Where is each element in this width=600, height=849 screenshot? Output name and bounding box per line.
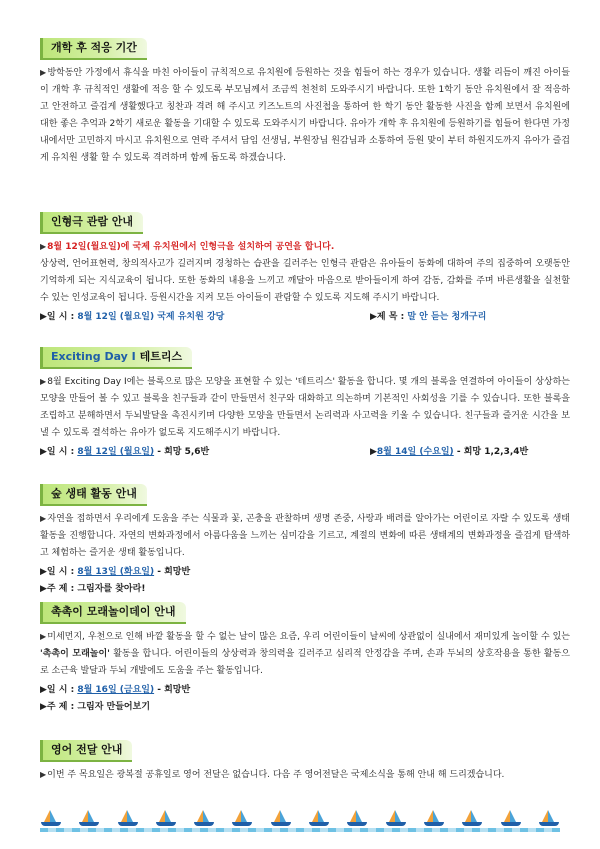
section-heading: 개학 후 적응 기간 bbox=[40, 38, 147, 60]
heading-title: 테트리스 bbox=[139, 350, 183, 363]
sailboat-icon bbox=[308, 810, 330, 828]
info-rest: - 희망반 bbox=[154, 685, 191, 695]
section-text bbox=[40, 64, 570, 167]
info-value: 8월 16일 (금요일) bbox=[77, 685, 155, 695]
info-label: ▶일 시 : bbox=[40, 447, 75, 457]
section-heading: 촉촉이 모래놀이데이 안내 bbox=[40, 602, 186, 624]
info-rest: 그림자 만들어보기 bbox=[77, 702, 151, 712]
info-label: ▶주 제 : bbox=[40, 702, 75, 712]
info-rest: - 희망 1,2,3,4반 bbox=[453, 447, 529, 457]
section-exciting-day bbox=[40, 345, 570, 461]
info-item bbox=[40, 309, 224, 326]
info-value: 8월 12일 (월요일) bbox=[77, 447, 155, 457]
bullet-icon: ▶ bbox=[40, 514, 47, 523]
sailboat-icon bbox=[500, 810, 522, 828]
info-item bbox=[40, 444, 209, 461]
info-value: 8월 12일 (월요일) 국제 유치원 강당 bbox=[77, 312, 225, 322]
section-text bbox=[40, 628, 570, 680]
section-heading bbox=[40, 347, 192, 369]
paragraph-start: 미세먼지, 우천으로 인해 바깥 활동을 할 수 없는 날이 많은 요즘, 우리 어린이들이 날씨에 상관없이 실내에서 재미있게 놀이할 수 있는 bbox=[47, 632, 570, 642]
info-item bbox=[40, 699, 570, 716]
info-value: 8월 14일 (수요일) bbox=[376, 447, 454, 457]
paragraph: 방학동안 가정에서 휴식을 마친 아이들이 규칙적으로 유치원에 등원하는 것을 힘들어 하는 경우가 있습니다. 생활 리듬이 깨진 아이들이 개학 후 규칙적인 생활에 적응 할 수 있도록 부모님께서 조금씩 천천히 도와주시기 바랍니다. 또한 1학기 동안 유치원에서 잘 적응하고 안전하고 즐겁게 생활했다고 칭찬과 격려 해 주시고 키즈노트의 사진첩을 통하여 한 학기 동안 활동한 사진을 함께 보면서 유치원에 대한 좋은 추억과 2학기 새로운 활동을 기대할 수 있도록 도와주시기 바랍니다. 유아가 개학 후 유치원에 등원하기를 힘들어 한다면 가정내에서만 고민하지 마시고 유치원으로 연락 주셔서 담임 선생님, 부원장님 원감님과 소통하여 등원 맞이 부터 하원지도까지 유아가 즐겁게 유치원 생활 할 수 있도록 격려하며 함께 돕도록 하겠습니다. bbox=[40, 68, 570, 163]
paragraph: 8월 Exciting Day Ⅰ에는 블록으로 많은 모양을 표현할 수 있는 '테트리스' 활동을 합니다. 몇 개의 블록을 연결하여 아이들이 상상하는 모양을 만들어 볼 수 있고 블록을 친구들과 같이 만들면서 친구와 대화하고 의논하며 기본적인 사회성을 기를 수 있습니다. 또한 블록을 조립하고 분해하면서 두뇌발달을 촉진시키며 다양한 모양을 만들면서 논리력과 사고력을 키울 수 있습니다. 친구들과 즐거운 시간을 보낼 수 있도록 결석하는 유아가 없도록 지도해주시기 바랍니다. bbox=[40, 377, 571, 438]
section-forest-ecology bbox=[40, 482, 570, 598]
sailboat-border bbox=[40, 810, 560, 830]
info-item bbox=[40, 682, 570, 699]
info-item bbox=[370, 444, 528, 461]
paragraph: 상상력, 언어표현력, 창의적사고가 길러지며 경청하는 습관을 길러주는 인형극 관람은 유아들이 동화에 대하여 주의 집중하여 오랫동안 기억하게 되는 지식교육이 됩니다. 또한 동화의 내용을 느끼고 깨달아 마음으로 받아들이게 하여 감동, 감화를 주며 바른생활을 실천할 수 있는 인성교육이 됩니다. 등원시간을 지켜 모든 아이들이 관람할 수 있도록 지도해 주시기 바랍니다. bbox=[40, 259, 570, 303]
bullet-icon: ▶ bbox=[40, 632, 47, 641]
wave-divider bbox=[40, 828, 560, 832]
sailboat-icon bbox=[385, 810, 407, 828]
section-puppet-show bbox=[40, 210, 570, 326]
sailboat-icon bbox=[270, 810, 292, 828]
sailboat-icon bbox=[346, 810, 368, 828]
highlight-text: 8월 12일(월요일)에 국제 유치원에서 인형극을 설치하여 공연을 합니다. bbox=[47, 242, 335, 252]
section-text bbox=[40, 373, 570, 442]
bold-phrase: '촉촉이 모래놀이' bbox=[40, 649, 110, 659]
section-sand-play bbox=[40, 600, 570, 716]
info-rest: 그림자를 찾아라! bbox=[77, 584, 146, 594]
bullet-icon: ▶ bbox=[40, 377, 47, 386]
sailboat-icon bbox=[423, 810, 445, 828]
bullet-icon: ▶ bbox=[40, 770, 47, 779]
section-text bbox=[40, 238, 570, 307]
section-english bbox=[40, 738, 570, 784]
info-value: 8월 13일 (화요일) bbox=[77, 567, 155, 577]
info-label: ▶일 시 : bbox=[40, 685, 75, 695]
info-item bbox=[370, 309, 486, 326]
paragraph: 이번 주 목요일은 광복절 공휴일로 영어 전달은 없습니다. 다음 주 영어전달은 국제소식을 통해 안내 해 드리겠습니다. bbox=[47, 770, 505, 780]
sailboat-icon bbox=[193, 810, 215, 828]
info-label: ▶제 목 : bbox=[370, 312, 405, 322]
section-text bbox=[40, 510, 570, 562]
info-rest: - 희망반 bbox=[154, 567, 191, 577]
section-heading: 영어 전달 안내 bbox=[40, 740, 132, 762]
sailboat-icon bbox=[117, 810, 139, 828]
sailboat-icon bbox=[461, 810, 483, 828]
info-label: ▶일 시 : bbox=[40, 567, 75, 577]
paragraph-end: 활동을 합니다. 어린이들의 상상력과 창의력을 길러주고 심리적 안정감을 주며, 손과 두뇌의 상호작용을 통한 활동으로 소근육 발달과 두뇌 개발에도 도움을 주는 활동입니다. bbox=[40, 649, 570, 676]
heading-prefix: Exciting Day Ⅰ bbox=[51, 350, 136, 363]
section-heading: 숲 생태 활동 안내 bbox=[40, 484, 147, 506]
bullet-icon: ▶ bbox=[40, 242, 47, 251]
section-text bbox=[40, 766, 570, 784]
sailboat-icon bbox=[78, 810, 100, 828]
sailboat-icon bbox=[538, 810, 560, 828]
info-label: ▶ bbox=[370, 447, 377, 457]
info-item bbox=[40, 581, 570, 598]
bullet-icon: ▶ bbox=[40, 68, 47, 77]
info-value: 말 안 듣는 청개구리 bbox=[407, 312, 487, 322]
sailboat-icon bbox=[40, 810, 62, 828]
info-rest: - 희망 5,6반 bbox=[154, 447, 210, 457]
info-row bbox=[40, 444, 570, 461]
info-label: ▶주 제 : bbox=[40, 584, 75, 594]
info-item bbox=[40, 564, 570, 581]
section-heading: 인형극 관람 안내 bbox=[40, 212, 143, 234]
info-label: ▶일 시 : bbox=[40, 312, 75, 322]
paragraph: 자연을 접하면서 우리에게 도움을 주는 식물과 꽃, 곤충을 관찰하며 생명 존중, 사랑과 배려를 알아가는 어린이로 자랄 수 있도록 생태 활동을 진행합니다. 자연의 변화과정에서 아름다움을 느끼는 심미감을 기르고, 계절의 변화에 따른 생태계의 변화과정을 즐겁게 탐색하고 체험하는 즐거운 생태 활동입니다. bbox=[40, 514, 570, 558]
sailboat-icon bbox=[155, 810, 177, 828]
sailboat-icon bbox=[231, 810, 253, 828]
section-adaptation bbox=[40, 36, 570, 167]
info-row bbox=[40, 309, 570, 326]
